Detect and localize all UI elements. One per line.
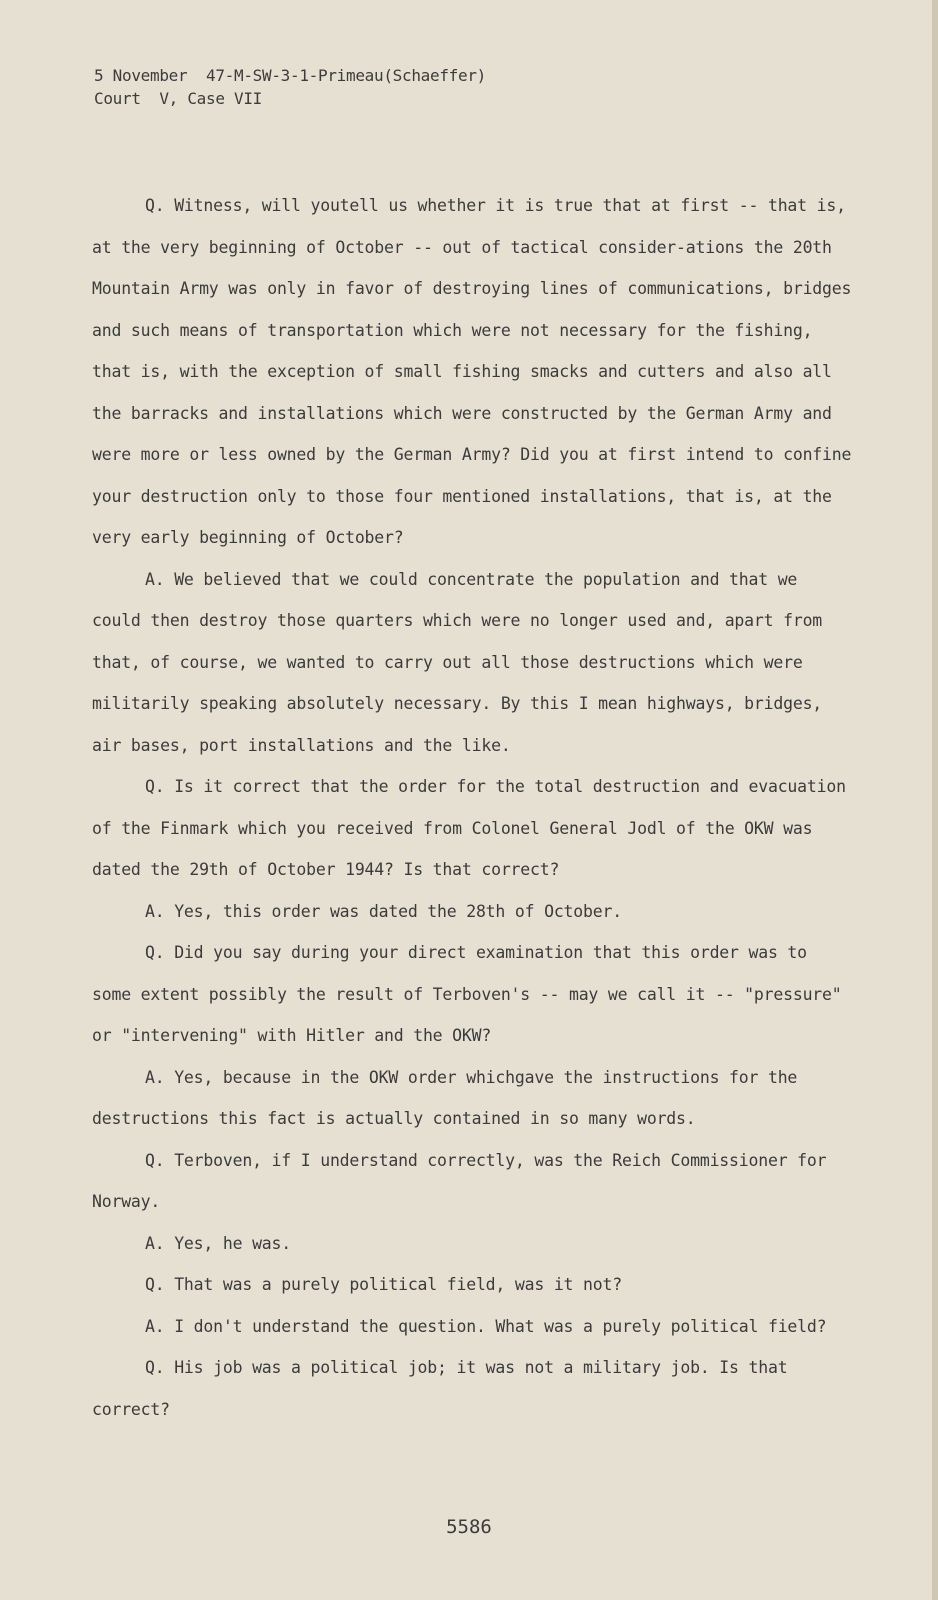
document-header <box>94 64 486 110</box>
transcript-body <box>92 185 852 1430</box>
page-number: 5586 <box>446 1516 492 1538</box>
transcript-paragraph: A. Yes, he was. <box>145 1233 292 1253</box>
transcript-paragraph: Q. Is it correct that the order for the total destruction and evacuation of the Finmark which you received from Colonel General Jodl of the OKW was dated the 29th of October 1944? Is that correct? <box>92 777 846 879</box>
header-court-case: Court V, Case VII <box>94 89 262 108</box>
header-date-reference: 5 November 47-M-SW-3-1-Primeau(Schaeffer) <box>94 66 486 85</box>
transcript-paragraph: Q. Witness, will youtell us whether it is true that at first -- that is, at the very beginning of October -- out of tactical consider-ations the 20th Mountain Army was only in favor of destroying lines of communications, bridges and such means of transportation which were not necessary for the fishing, that is, with the exception of small fishing smacks and cutters and also all the barracks and installations which were constructed by the German Army and were more or less owned by the German Army? Did you at first intend to confine your destruction only to those four mentioned installations, that is, at the very early beginning of October? <box>92 196 852 547</box>
transcript-paragraph: A. Yes, this order was dated the 28th of October. <box>145 901 622 921</box>
transcript-paragraph: A. We believed that we could concentrate the population and that we could then destroy those quarters which were no longer used and, apart from that, of course, we wanted to carry out all those destructions which were militarily speaking absolutely necessary. By this I mean highways, bridges, air bases, port installations and the like. <box>92 569 823 755</box>
transcript-paragraph: Q. Did you say during your direct examination that this order was to some extent possibly the result of Terboven's -- may we call it -- "pressure" or "intervening" with Hitler and the OKW? <box>92 943 842 1045</box>
transcript-paragraph: Q. That was a purely political field, was it not? <box>145 1275 622 1294</box>
transcript-paragraph: Q. Terboven, if I understand correctly, was the Reich Commissioner for Norway. <box>92 1150 827 1211</box>
transcript-paragraph: Q. His job was a political job; it was not a military job. Is that correct? <box>92 1358 788 1419</box>
transcript-paragraph: A. I don't understand the question. What was a purely political field? <box>145 1316 827 1336</box>
transcript-paragraph: A. Yes, because in the OKW order whichgave the instructions for the destructions this fact is actually contained in so many words. <box>92 1067 798 1128</box>
